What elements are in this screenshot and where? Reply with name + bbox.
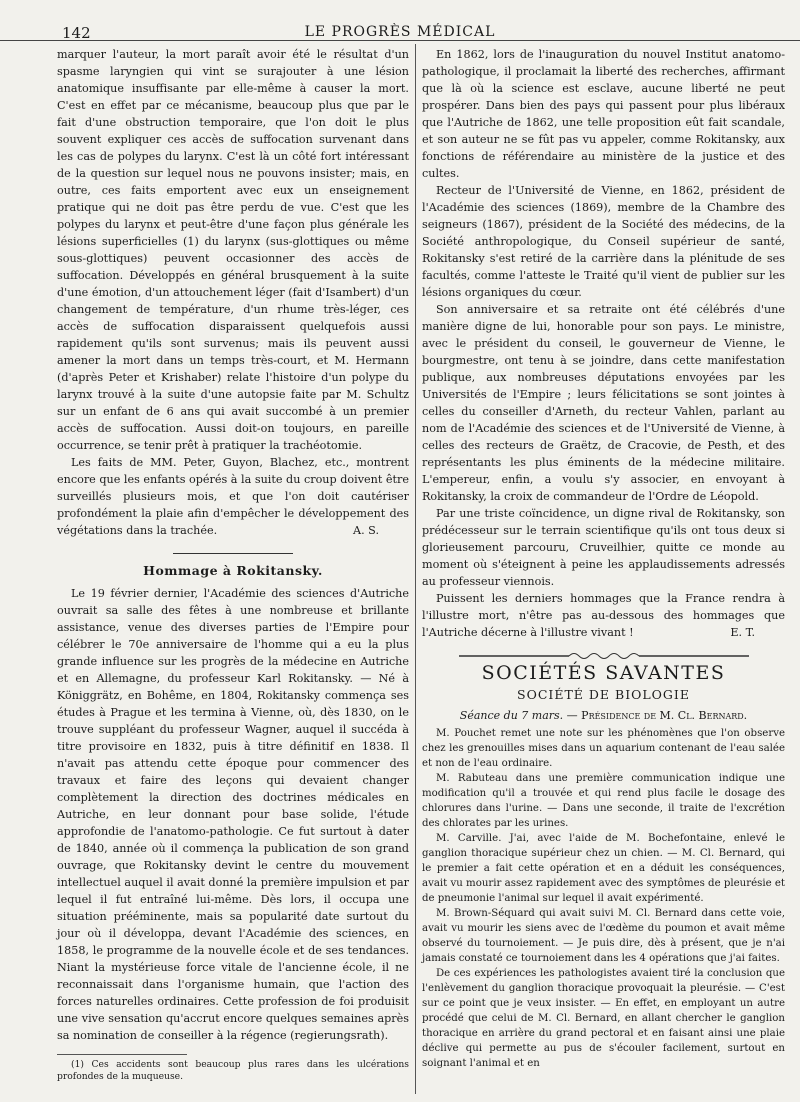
section-heading: SOCIÉTÉS SAVANTES [481, 662, 726, 684]
paragraph-text: Puissent les derniers hommages que la France rendra à l'illustre mort, n'être pas au-dessous des hommages que l'Autriche décerne à l'illustre vivant ! [422, 592, 785, 639]
paragraph: M. Carville. J'ai, avec l'aide de M. Bochefontaine, enlevé le ganglion thoracique supérieur chez un chien. — M. Cl. Bernard, qui le premier a fait cette opération et en a déduit les conséquences, avait vu mourir assez rapidement avec des symptômes de pleurésie et de pneumonie l'animal sur lequel il avait expérimenté. [422, 833, 785, 904]
paragraph [57, 454, 409, 539]
ornamental-rule [459, 651, 749, 661]
paragraph: M. Brown-Séquard qui avait suivi M. Cl. Bernard dans cette voie, avait vu mourir les siens avec de l'œdème du poumon et avait même observé du tournoiement. — Je puis dire, dès à présent, que je n'ai jamais constaté ce tournoiement dans les 4 opérations que j'ai faites. [422, 908, 785, 964]
paragraph [422, 590, 785, 641]
paragraph: De ces expériences les pathologistes avaient tiré la conclusion que l'enlèvement du ganglion thoracique provoquait la pleurésie. — C'est sur ce point que je veux insister. — En effet, en employant un autre procédé que celui de M. Cl. Bernard, en allant chercher le ganglion thoracique en arrière du grand pectoral et en faisant ainsi une plaie déclive qui permette au pus de s'écouler facilement, surtout en soignant l'animal et en [422, 968, 785, 1069]
session-line [422, 707, 785, 724]
page-header [0, 0, 800, 41]
paragraph: En 1862, lors de l'inauguration du nouvel Institut anatomo-pathologique, il proclamait la liberté des recherches, affirmant que là où la science est esclave, aucune liberté ne peut prospérer. Dans bien des pays qui passent pour plus libéraux que l'Autriche de 1862, une telle proposition eût fait scandale, et son auteur ne se fût pas vu appeler, comme Rokitansky, aux fonctions de référendaire au ministère de la justice et des cultes. [422, 48, 785, 180]
paragraph: M. Rabuteau dans une première communication indique une modification qu'il a trouvée et qui rend plus facile le dosage des chlorures dans l'urine. — Dans une seconde, il traite de l'excrétion des chlorates par les urines. [422, 773, 785, 829]
minutes-block [422, 726, 785, 1071]
paragraph: marquer l'auteur, la mort paraît avoir été le résultat d'un spasme laryngien qui vint se surajouter à une lésion anatomique insuffisante par elle-même à causer la mort. C'est en effet par ce mécanisme, beaucoup plus que par le fait d'une obstruction temporaire, que l'on doit le plus souvent expliquer ces accès de suffocation survenant dans les cas de polypes du larynx. C'est là un côté fort intéressant de la question sur lequel nous ne pouvons insister; mais, en outre, ces faits emportent avec eux un enseignement pratique qui ne doit pas être perdu de vue. C'est que les polypes du larynx et peut-être d'une façon plus générale les lésions superficielles (1) du larynx (sus-glottiques ou même sous-glottiques) peuvent occasionner des accès de suffocation. Développés en général brusquement à la suite d'une émotion, d'un attouchement léger (fait d'Isambert) d'un changement de température, d'un rhume très-léger, ces accès de suffocation disparaissent quelquefois aussi rapidement qu'ils sont survenus; mais ils peuvent aussi amener la mort dans un temps très-court, et M. Hermann (d'après Peter et Krishaber) relate l'histoire d'un polype du larynx trouvé à la suite d'une autopsie faite par M. Schultz sur un enfant de 6 ans qui avait succombé à un premier accès de suffocation. Aussi doit-on toujours, en pareille occurrence, se tenir prêt à pratiquer la trachéotomie. [57, 48, 409, 452]
column-divider [415, 44, 416, 1094]
session-date: Séance du 7 mars. [459, 709, 564, 722]
footnote: (1) Ces accidents sont beaucoup plus rares dans les ulcérations profondes de la muqueuse. [57, 1059, 409, 1082]
section-title: Hommage à Rokitansky. [143, 563, 323, 578]
paragraph: Son anniversaire et sa retraite ont été célébrés d'une manière digne de lui, honorable pour son pays. Le ministre, avec le président du conseil, le gouverneur de Vienne, le bourgmestre, ont tenu à se joindre, dans cette manifestation publique, aux nombreuses députations envoyées par les Universités de l'Empire ; leurs félicitations se sont jointes à celles du conseiller d'Arneth, du recteur Vahlen, parlant au nom de l'Académie des sciences et de l'Université de Vienne, à celles des recteurs de Graëtz, de Cracovie, de Pesth, et des représentants les plus éminents de la médecine militaire. L'empereur, enfin, a voulu s'y associer, en envoyant à Rokitansky, la croix de commandeur de l'Ordre de Léopold. [422, 303, 785, 503]
author-signature: E. T. [730, 626, 755, 639]
paragraph: Le 19 février dernier, l'Académie des sciences d'Autriche ouvrait sa salle des fêtes à une nombreuse et brillante assistance, venue des diverses parties de l'Empire pour célébrer le 70e anniversaire de l'homme qui a eu la plus grande influence sur les progrès de la médecine en Autriche et en Allemagne, du professeur Karl Rokitansky. — Né à Königgrätz, en Bohême, en 1804, Rokitansky commença ses études à Prague et les termina à Vienne, où, dès 1830, on le trouve suppléant du professeur Wagner, auquel il succéda à titre provisoire en 1832, puis à titre définitif en 1838. Il n'avait pas attendu cette époque pour commencer des travaux et faire des leçons qui devaient changer complètement la direction des doctrines médicales en Autriche, en leur donnant pour base solide, l'étude approfondie de l'anatomo-pathologie. Ce fut surtout à dater de 1840, année où il commença la publication de son grand ouvrage, que Rokitansky devint le centre du mouvement intellectuel auquel il avait donné la première impulsion et par lequel il fut entraîné lui-même. Dès lors, il occupa une situation prééminente, mais sa popularité date surtout du jour où il développa, devant l'Académie des sciences, en 1858, le programme de la nouvelle école et de ses tendances. Niant la mystérieuse force vitale de l'ancienne école, il ne reconnaissait dans l'organisme humain, que l'action des forces naturelles ordinaires. Cette profession de foi produisit une vive sensation qu'accrut encore quelques semaines après sa nomination de conseiller à la régence (regierungsrath). [57, 587, 409, 1042]
paragraph-text: Les faits de MM. Peter, Guyon, Blachez, etc., montrent encore que les enfants opérés à la suite du croup doivent être surveillés plusieurs mois, et que l'on doit cautériser profondément la plaie afin d'empêcher le développement des végétations dans la trachée. [57, 456, 409, 537]
paragraph: M. Pouchet remet une note sur les phénomènes que l'on observe chez les grenouilles mises dans un aquarium contenant de l'eau salée et non de l'eau ordinaire. [422, 728, 785, 769]
paragraph: Recteur de l'Université de Vienne, en 1862, président de l'Académie des sciences (1869), membre de la Chambre des seigneurs (1867), président de la Société des médecins, de la Société anthropologique, du Conseil supérieur de santé, Rokitansky s'est retiré de la carrière dans la plénitude de ses facultés, comme l'atteste le Traité qu'il vient de publier sur les lésions organiques du cœur. [422, 184, 785, 299]
section-divider [173, 553, 293, 554]
right-column [422, 46, 785, 1071]
footnote-divider [57, 1054, 187, 1055]
author-signature: A. S. [352, 524, 379, 537]
paragraph: Par une triste coïncidence, un digne rival de Rokitansky, son prédécesseur sur le terrain scientifique qu'ils ont tous deux si glorieusement parcouru, Cruveilhier, quitte ce monde au moment où s'éteignent à peine les applaudissements adressés au professeur viennois. [422, 507, 785, 588]
left-column [57, 46, 409, 1083]
subsection-heading: SOCIÉTÉ DE BIOLOGIE [517, 687, 690, 702]
journal-title: LE PROGRÈS MÉDICAL [304, 24, 496, 40]
page-number: 142 [62, 24, 91, 42]
session-presidency: — Présidence de M. Cl. Bernard. [566, 709, 748, 722]
